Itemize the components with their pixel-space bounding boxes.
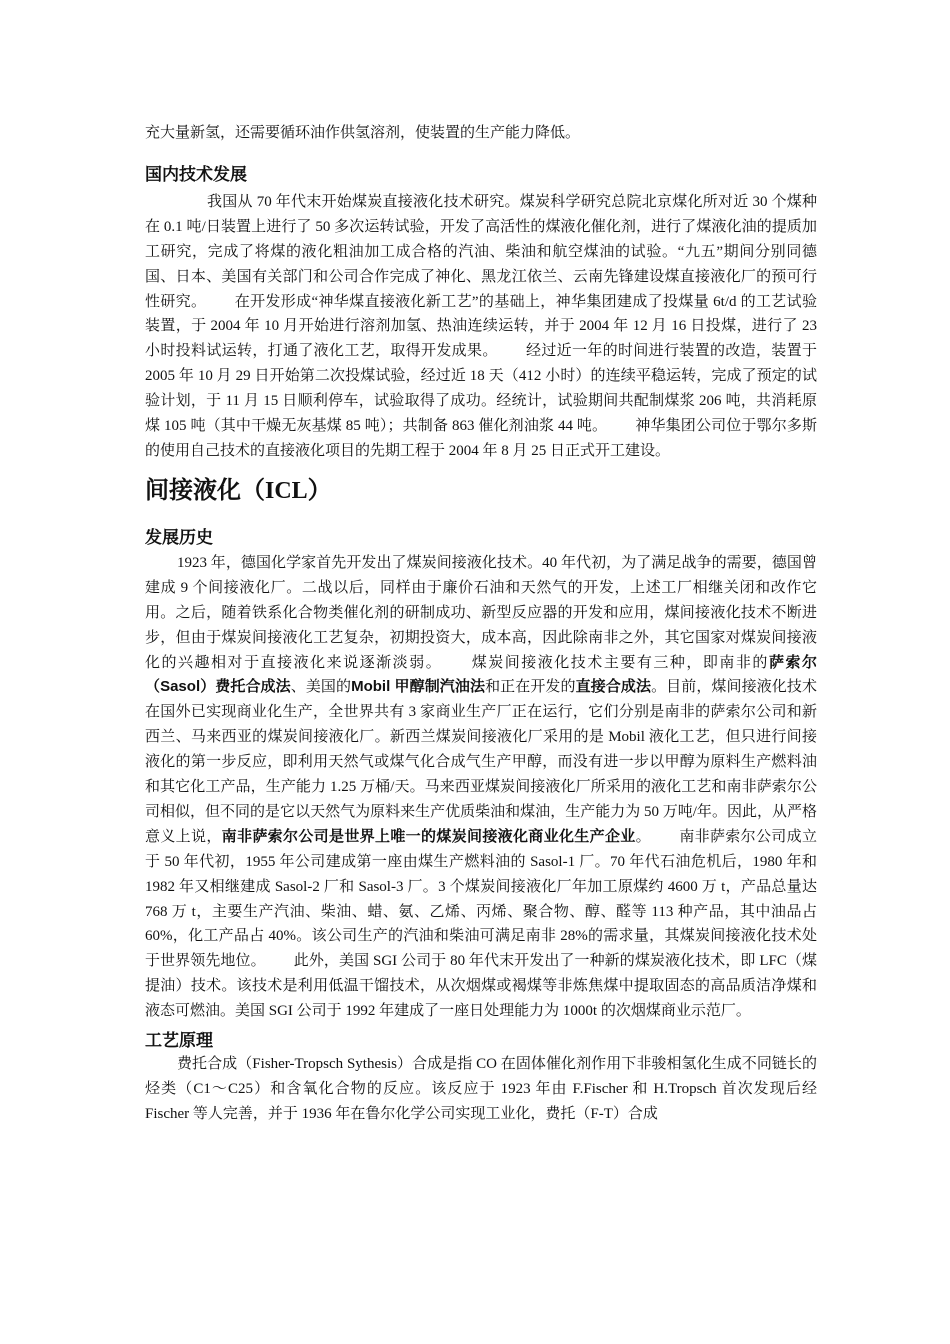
highlight-direct-synthesis: 直接合成法 <box>575 678 652 696</box>
domestic-sentence-1: 我国从 70 年代末开始煤炭直接液化技术研究。煤炭科学研究总院北京煤化所对近 30 个煤种在 0.1 吨/日装置上进行了 50 多次运转试验，开发了高活性的煤液化催化剂，进行了煤液化油的提质加工研究，完成了将煤的液化粗油加工成合格的汽油、柴油和航空煤油的试验。“九五”期间分别同德国、日本、美国有关部门和公司合作完成了神化、黑龙江依兰、云南先锋建设煤直接液化厂的预可行性研究。 <box>145 193 817 310</box>
history-part-2c: 、美国的 <box>290 679 352 696</box>
history-part-4: 此外，美国 SGI 公司于 80 年代末开发出了一种新的煤炭液化技术，即 LFC（煤提油）技术。该技术是利用低温干馏技术，从次烟煤或褐煤等非炼焦煤中提取固态的高品质洁净煤和液态可燃油。美国 SGI 公司于 1992 年建成了一座日处理能力为 1000t 的次烟煤商业示范厂。 <box>145 953 817 1020</box>
history-part-1: 1923 年，德国化学家首先开发出了煤炭间接液化技术。40 年代初，为了满足战争的需要，德国曾建成 9 个间接液化厂。二战以后，同样由于廉价石油和天然气的开发，上述工厂相继关闭和改作它用。之后，随着铁系化合物类催化剂的研制成功、新型反应器的开发和应用，煤间接液化技术不断进步，但由于煤炭间接液化工艺复杂，初期投资大，成本高，因此除南非之外，其它国家对煤炭间接液化的兴趣相对于直接液化来说逐渐淡弱。 <box>145 554 817 671</box>
paragraph-history <box>145 551 817 1024</box>
highlight-mobil-mtg: Mobil 甲醇制汽油法 <box>351 678 486 696</box>
paragraph-intro-tail: 充大量新氢，还需要循环油作供氢溶剂，使装置的生产能力降低。 <box>145 125 581 141</box>
heading-domestic-development: 国内技术发展 <box>145 164 247 184</box>
paragraph-domestic <box>145 190 817 464</box>
highlight-sasol-ft: 萨索尔（Sasol）费托合成法 <box>145 653 817 696</box>
history-part-2e: 和正在开发的 <box>485 679 576 696</box>
heading-process-principle: 工艺原理 <box>145 1031 213 1051</box>
heading-development-history: 发展历史 <box>145 527 213 547</box>
domestic-sentence-2: 在开发形成“神华煤直接液化新工艺”的基础上，神华集团建成了投煤量 6t/d 的工艺试验装置，于 2004 年 10 月开始进行溶剂加氢、热油连续运转，并于 2004 年 12 月 16 日投煤，进行了 23 小时投料试运转，打通了液化工艺，取得开发成果。 <box>145 293 817 360</box>
document-body <box>145 121 817 1127</box>
domestic-sentence-4: 神华集团公司位于鄂尔多斯的使用自己技术的直接液化项目的先期工程于 2004 年 8 月 25 日正式开工建设。 <box>145 418 817 459</box>
history-part-2i: 。 <box>635 828 651 845</box>
paragraph-principle: 费托合成（Fisher-Tropsch Sythesis）合成是指 CO 在固体催化剂作用下非骏相氢化生成不同链长的烃类（C1～C25）和含氧化合物的反应。该反应于 1923 年由 F.Fischer 和 H.Tropsch 首次发现后经 Fischer 等人完善，并于 1936 年在鲁尔化学公司实现工业化，费托（F-T）合成 <box>145 1056 817 1122</box>
history-part-2a: 煤炭间接液化技术主要有三种，即南非的 <box>470 654 769 671</box>
domestic-sentence-3: 经过近一年的时间进行装置的改造，装置于 2005 年 10 月 29 日开始第二次投煤试验，经过近 18 天（412 小时）的连续平稳运转，完成了预定的试验计划，于 11 月 15 日顺利停车，试验取得了成功。经统计，试验期间共配制煤浆 206 吨，共消耗原煤 105 吨（其中干燥无灰基煤 85 吨）；共制备 863 催化剂油浆 44 吨。 <box>145 343 817 435</box>
history-part-3: 南非萨索尔公司成立于 50 年代初，1955 年公司建成第一座由煤生产燃料油的 Sasol-1 厂。70 年代石油危机后，1980 年和 1982 年又相继建成 Sasol-2 厂和 Sasol-3 厂。3 个煤炭间接液化厂年加工原煤约 4600 万 t，产品总量达 768 万 t，主要生产汽油、柴油、蜡、氨、乙烯、丙烯、聚合物、醇、醛等 113 种产品，其中油品占 60%，化工产品占 40%。该公司生产的汽油和柴油可满足南非 28%的需求量，其煤炭间接液化技术处于世界领先地位。 <box>145 828 817 970</box>
highlight-sasol-unique: 南非萨索尔公司是世界上唯一的煤炭间接液化商业化生产企业 <box>221 827 636 845</box>
history-part-2g: 。目前，煤间接液化技术在国外已实现商业化生产，全世界共有 3 家商业生产厂正在运行，它们分别是南非的萨索尔公司和新西兰、马来西亚的煤炭间接液化厂。新西兰煤炭间接液化厂采用的是 Mobil 液化工艺，但只进行间接液化的第一步反应，即利用天然气或煤气化合成气生产甲醇，而没有进一步以甲醇为原料生产燃料油和其它化工产品，生产能力 1.25 万桶/天。马来西亚煤炭间接液化厂所采用的液化工艺和南非萨索尔公司相似，但不同的是它以天然气为原料来生产优质柴油和煤油，生产能力为 50 万吨/年。因此，从严格意义上说， <box>145 679 817 845</box>
heading-indirect-liquefaction: 间接液化（ICL） <box>145 477 332 504</box>
